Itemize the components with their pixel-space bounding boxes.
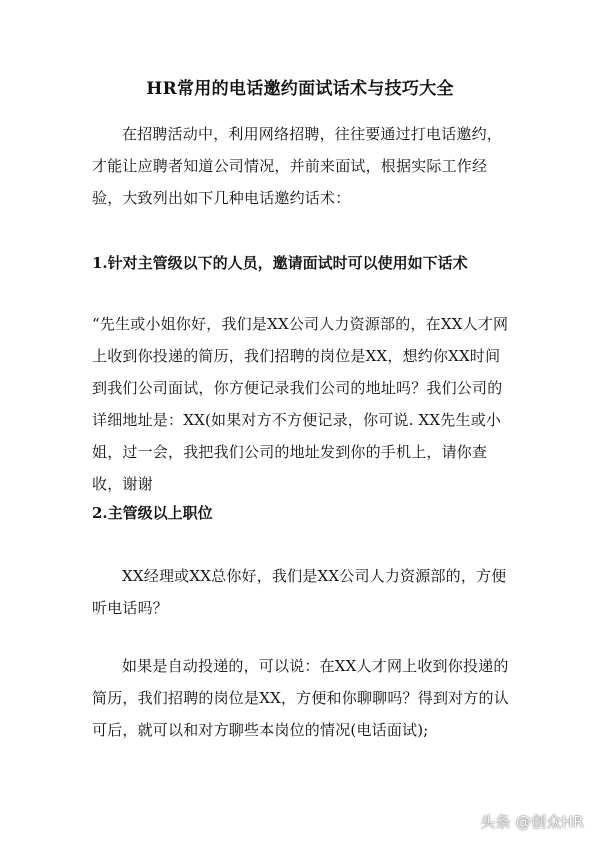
document-title: HR常用的电话邀约面试话术与技巧大全 bbox=[146, 79, 454, 99]
watermark-label: 头条 @创众HR bbox=[480, 813, 584, 831]
section-1-script: “先生或小姐你好，我们是XX公司人力资源部的，在XX人才网上收到你投递的简历，我们招聘的岗位是XX，想约你XX时间到我们公司面试，你方便记录我们公司的地址吗？我们公司的详细地址是：XX(如果对方不方便记录，你可说. XX先生或小姐，过一会，我把我们公司的地址发到你的手机上，请你查收，谢谢 bbox=[92, 315, 509, 493]
section-1-heading: 1.针对主管级以下的人员，邀请面试时可以使用如下话术 bbox=[92, 254, 468, 272]
intro-paragraph: 在招聘活动中，利用网络招聘，往往要通过打电话邀约，才能让应聘者知道公司情况，并前来面试，根据实际工作经验，大致列出如下几种电话邀约话术： bbox=[92, 125, 503, 207]
section-2-heading: 2.主管级以上职位 bbox=[92, 504, 213, 522]
section-2-followup: 如果是自动投递的，可以说：在XX人才网上收到你投递的简历，我们招聘的岗位是XX，方便和你聊聊吗？得到对方的认可后，就可以和对方聊些本岗位的情况(电话面试); bbox=[92, 657, 509, 739]
section-2-script: XX经理或XX总你好，我们是XX公司人力资源部的，方便听电话吗？ bbox=[92, 567, 507, 617]
